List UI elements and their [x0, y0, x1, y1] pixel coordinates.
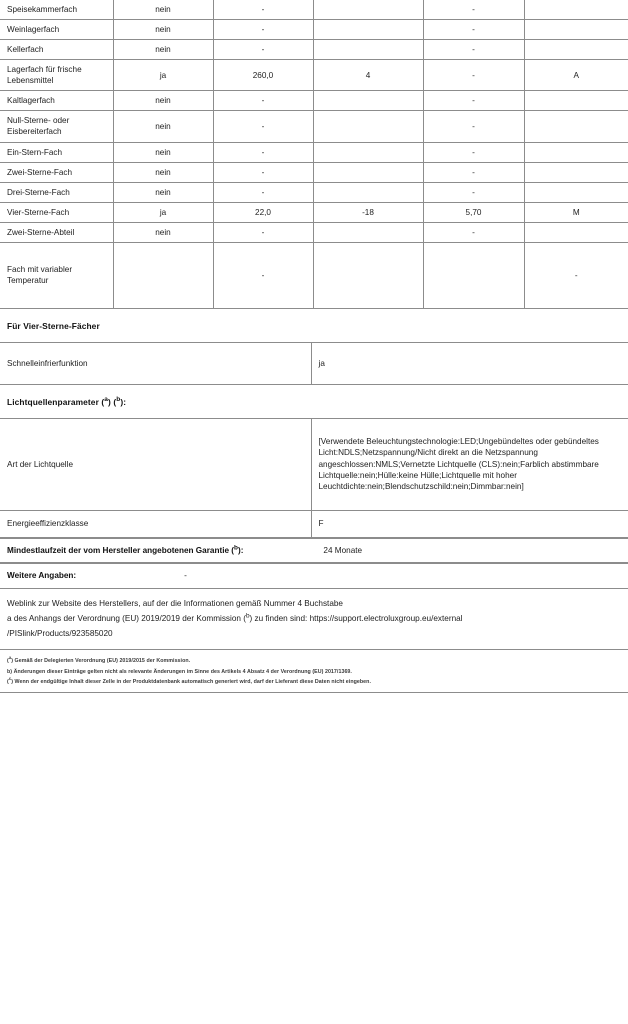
- fast-freeze-value: ja: [311, 342, 628, 384]
- footer-divider: [0, 692, 628, 693]
- energy-efficiency-label: Energieeffizienzklasse: [0, 510, 311, 537]
- compartment-frost: -: [423, 222, 524, 242]
- compartment-temperature: [313, 0, 423, 20]
- further-info-row: [0, 563, 628, 588]
- compartment-volume: -: [213, 20, 313, 40]
- table-row: [0, 510, 628, 537]
- footnote-b: b) Änderungen dieser Einträge gelten nicht als relevante Änderungen im Sinne des Artikels 4 Absatz 4 der Verordnung (EU) 2017/1369.: [7, 668, 352, 675]
- compartment-class: [524, 142, 628, 162]
- compartment-class: -: [524, 242, 628, 308]
- compartment-class: [524, 20, 628, 40]
- guarantee-value: 24 Monate: [323, 545, 363, 555]
- compartment-label: Speisekammerfach: [0, 0, 113, 20]
- footnote-a-text: ) Gemäß der Delegierten Verordnung (EU) 2019/2015 der Kommission.: [11, 658, 191, 665]
- compartment-label: Kellerfach: [0, 40, 113, 60]
- table-row: [0, 0, 628, 20]
- table-row: [0, 20, 628, 40]
- compartment-present: nein: [113, 222, 213, 242]
- guarantee-label: Mindestlaufzeit der vom Hersteller angebotenen Garantie ($^b$):: [7, 544, 244, 555]
- footnote-a: ($^a$) Gemäß der Delegierten Verordnung (EU) 2019/2015 der Kommission.: [7, 656, 191, 665]
- compartment-label: Weinlagerfach: [0, 20, 113, 40]
- compartment-volume: -: [213, 142, 313, 162]
- compartment-class: A: [524, 60, 628, 91]
- table-row: [0, 91, 628, 111]
- table-row: [0, 40, 628, 60]
- weblink-line-3: /PISlink/Products/923585020: [7, 629, 113, 639]
- compartment-class: [524, 91, 628, 111]
- compartment-frost: [423, 242, 524, 308]
- further-info-label: Weitere Angaben:: [7, 571, 77, 581]
- footnote-marker-c: c: [8, 676, 12, 682]
- compartment-frost: -: [423, 91, 524, 111]
- compartment-volume: -: [213, 40, 313, 60]
- weblink-line-1: Weblink zur Website des Herstellers, auf der die Informationen gemäß Nummer 4 Buchstabe: [7, 598, 343, 608]
- compartment-temperature: -18: [313, 202, 423, 222]
- compartment-present: nein: [113, 162, 213, 182]
- fast-freeze-table: [0, 342, 628, 385]
- footnote-c: ($^c$) Wenn der endgültige Inhalt dieser Zelle in der Produktdatenbank automatisch generiert wird, darf der Lieferant diese Daten nicht eingeben.: [7, 676, 371, 685]
- compartment-volume: -: [213, 222, 313, 242]
- compartment-class: [524, 111, 628, 142]
- compartment-table-body: [0, 0, 628, 308]
- compartment-label: Zwei-Sterne-Fach: [0, 162, 113, 182]
- table-row: [0, 182, 628, 202]
- compartment-class: [524, 182, 628, 202]
- compartment-label: Null-Sterne- oder Eisbereiterfach: [0, 111, 113, 142]
- compartment-volume: -: [213, 111, 313, 142]
- compartment-present: nein: [113, 20, 213, 40]
- compartment-volume: 22,0: [213, 202, 313, 222]
- compartment-frost: -: [423, 182, 524, 202]
- compartment-volume: 260,0: [213, 60, 313, 91]
- four-star-section-heading: Für Vier-Sterne-Fächer: [7, 320, 100, 331]
- compartment-frost: -: [423, 162, 524, 182]
- table-row: [0, 142, 628, 162]
- compartment-label: Zwei-Sterne-Abteil: [0, 222, 113, 242]
- further-info-value: -: [184, 571, 187, 581]
- weblink-line-2-pre: a des Anhangs der Verordnung (EU) 2019/2019 der Kommission (: [7, 613, 246, 623]
- table-row: [0, 222, 628, 242]
- compartment-present: nein: [113, 142, 213, 162]
- compartment-present: ja: [113, 60, 213, 91]
- compartment-class: M: [524, 202, 628, 222]
- compartment-frost: -: [423, 142, 524, 162]
- table-row: [0, 162, 628, 182]
- footnote-marker-a: a: [104, 396, 109, 404]
- compartment-frost: 5,70: [423, 202, 524, 222]
- compartment-volume: -: [213, 162, 313, 182]
- compartment-label: Lagerfach für frische Lebensmittel: [0, 60, 113, 91]
- compartment-temperature: [313, 182, 423, 202]
- footnote-marker-b: b: [245, 612, 250, 620]
- compartment-volume: -: [213, 0, 313, 20]
- light-source-type-value: [Verwendete Beleuchtungstechnologie:LED;Ungebündeltes oder gebündeltes Licht:NDLS;Netzspannung/Nicht direkt an die Netzspannung angeschlossen:NMLS;Vernetzte Lichtquelle (CLS):nein;Farblich abstimmbare Lichtquelle:nein;Hülle:keine Hülle;Lichtquelle mit hoher Leuchtdichte:nein;Blendschutzschild:nein;Dimmbar:nein]: [311, 418, 628, 510]
- guarantee-row: [0, 538, 628, 563]
- compartment-class: [524, 162, 628, 182]
- footnote-marker-b: b: [116, 396, 121, 404]
- weblink-block: [0, 589, 628, 651]
- compartment-frost: -: [423, 20, 524, 40]
- table-row: [0, 60, 628, 91]
- compartment-temperature: [313, 20, 423, 40]
- compartment-volume: -: [213, 91, 313, 111]
- table-row: [0, 242, 628, 308]
- compartment-present: nein: [113, 182, 213, 202]
- compartment-present: nein: [113, 111, 213, 142]
- light-source-table: [0, 418, 628, 538]
- compartment-temperature: [313, 162, 423, 182]
- light-source-type-label: Art der Lichtquelle: [0, 418, 311, 510]
- table-row: [0, 418, 628, 510]
- compartment-label: Vier-Sterne-Fach: [0, 202, 113, 222]
- weblink-line-2: [7, 611, 621, 626]
- table-row: [0, 111, 628, 142]
- footnote-c-text: ) Wenn der endgültige Inhalt dieser Zelle in der Produktdatenbank automatisch generiert wird, darf der Lieferant diese Daten nicht eingeben.: [11, 678, 371, 685]
- guarantee-label-text: Mindestlaufzeit der vom Hersteller angebotenen Garantie: [7, 545, 230, 555]
- compartment-temperature: [313, 111, 423, 142]
- compartment-present: ja: [113, 202, 213, 222]
- fast-freeze-label: Schnelleinfrierfunktion: [0, 342, 311, 384]
- compartment-volume: -: [213, 182, 313, 202]
- footnotes-block: [0, 650, 628, 687]
- compartment-temperature: [313, 242, 423, 308]
- compartment-frost: -: [423, 111, 524, 142]
- compartment-class: [524, 222, 628, 242]
- compartment-temperature: [313, 142, 423, 162]
- compartment-class: [524, 0, 628, 20]
- compartment-label: Ein-Stern-Fach: [0, 142, 113, 162]
- weblink-line-2-mid: ) zu finden sind: https://support.electroluxgroup.eu/external: [249, 613, 463, 623]
- compartment-label: Kaltlagerfach: [0, 91, 113, 111]
- compartment-frost: -: [423, 60, 524, 91]
- compartment-present: [113, 242, 213, 308]
- footnote-marker-a: a: [8, 656, 12, 661]
- light-source-heading-suffix: :: [123, 396, 127, 407]
- table-row: [0, 342, 628, 384]
- compartment-label: Drei-Sterne-Fach: [0, 182, 113, 202]
- compartment-label: Fach mit variabler Temperatur: [0, 242, 113, 308]
- compartment-temperature: [313, 40, 423, 60]
- table-row: [0, 202, 628, 222]
- compartment-frost: -: [423, 40, 524, 60]
- footnote-marker-b: b: [234, 544, 238, 552]
- compartment-temperature: [313, 222, 423, 242]
- compartment-table: [0, 0, 628, 309]
- compartment-temperature: 4: [313, 60, 423, 91]
- energy-efficiency-value: F: [311, 510, 628, 537]
- compartment-present: nein: [113, 91, 213, 111]
- guarantee-label-suffix: :: [240, 545, 244, 555]
- compartment-present: nein: [113, 40, 213, 60]
- compartment-temperature: [313, 91, 423, 111]
- compartment-class: [524, 40, 628, 60]
- light-source-heading: Lichtquellenparameter ($^a$) ($^b$):: [7, 396, 127, 407]
- light-source-heading-text: Lichtquellenparameter: [7, 396, 99, 407]
- compartment-frost: -: [423, 0, 524, 20]
- compartment-volume: -: [213, 242, 313, 308]
- compartment-present: nein: [113, 0, 213, 20]
